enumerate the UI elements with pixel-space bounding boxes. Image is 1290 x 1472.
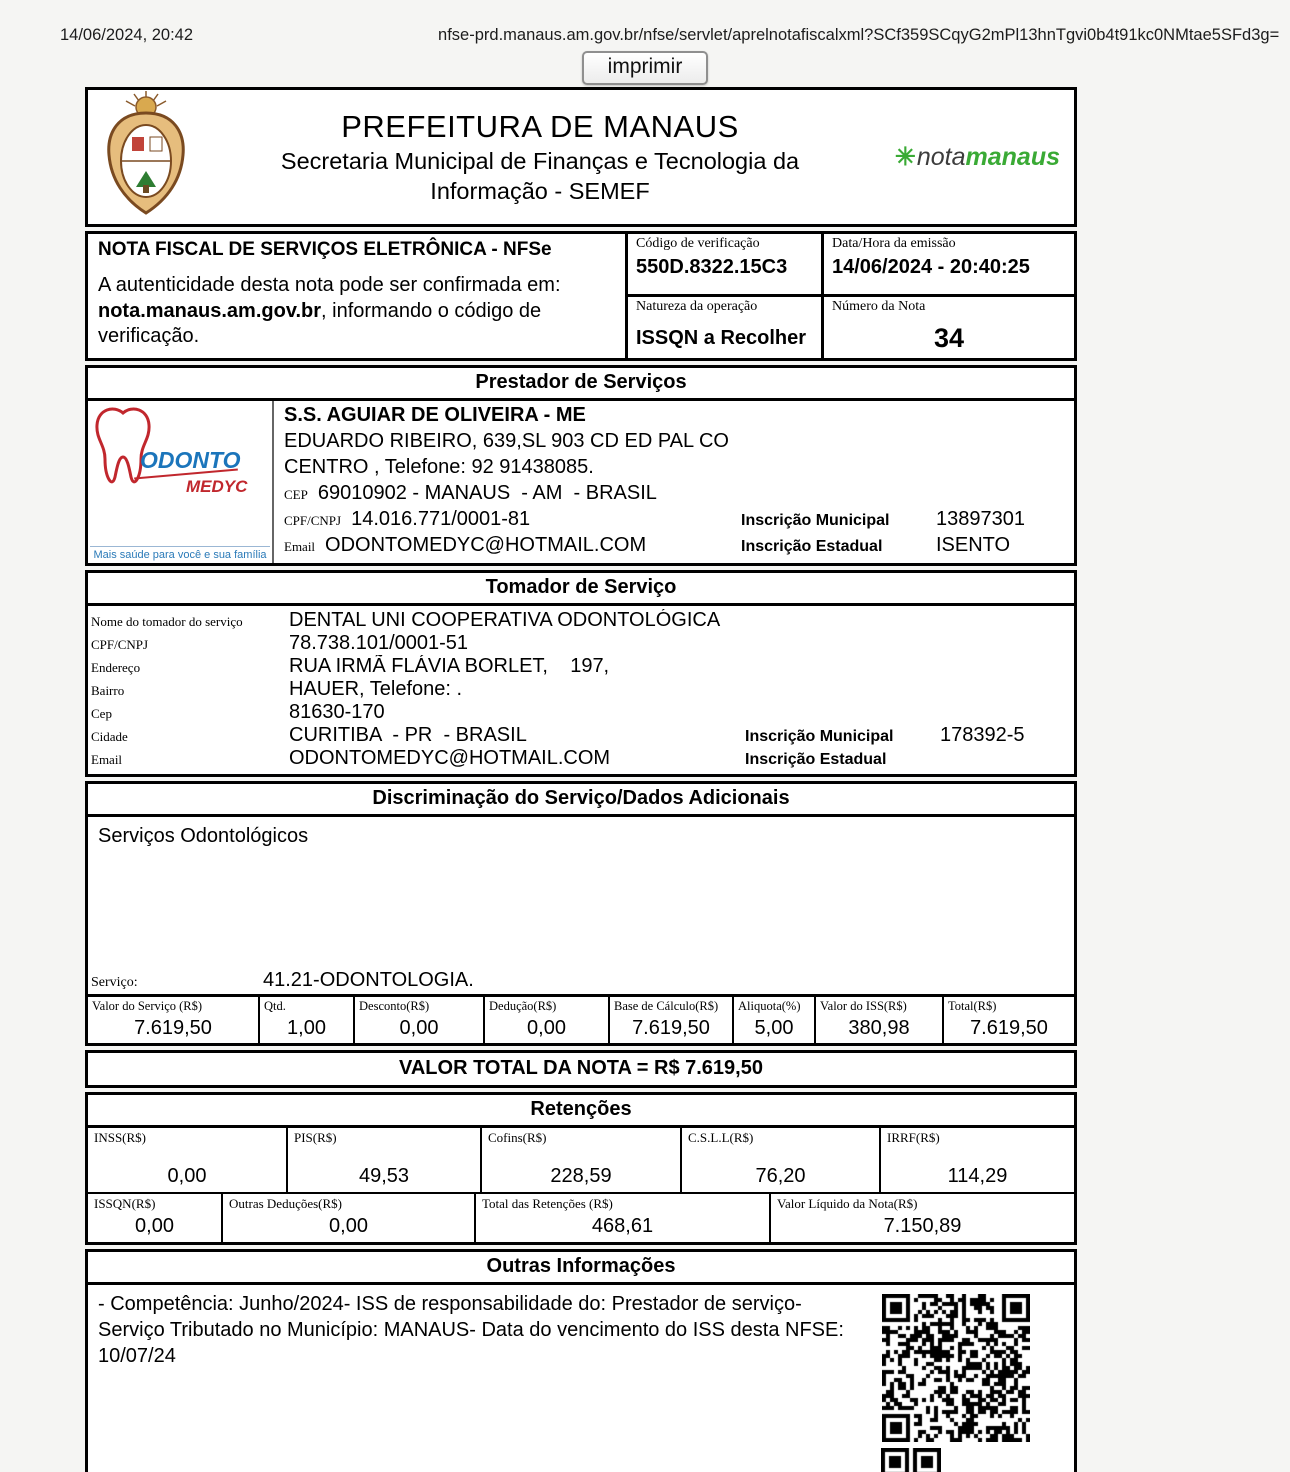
print-button-row bbox=[0, 51, 1290, 87]
verification-code-label: Código de verificação bbox=[636, 236, 760, 251]
csll-label: C.S.L.L(R$) bbox=[688, 1130, 754, 1145]
prestador-email-value: ODONTOMEDYC@HOTMAIL.COM bbox=[325, 534, 647, 556]
service-column bbox=[610, 997, 734, 1043]
notamanaus-logo bbox=[886, 142, 1064, 172]
service-column bbox=[734, 997, 816, 1043]
col-value-desconto: 0,00 bbox=[399, 1017, 439, 1039]
brand-manaus: manaus bbox=[965, 143, 1060, 171]
retencao-cell bbox=[88, 1128, 288, 1192]
retencao-cell bbox=[881, 1128, 1074, 1192]
service-column bbox=[816, 997, 944, 1043]
emission-datetime-value: 14/06/2024 - 20:40:25 bbox=[832, 256, 1030, 278]
authenticity-text bbox=[98, 273, 615, 350]
retencoes-section-title: Retenções bbox=[88, 1095, 1074, 1128]
retencao-cell bbox=[482, 1128, 682, 1192]
secretaria-subtitle-line1: Secretaria Municipal de Finanças e Tecnologia da bbox=[280, 148, 800, 174]
retencao-cell bbox=[288, 1128, 482, 1192]
prestador-ie-label: Inscrição Estadual bbox=[741, 538, 883, 555]
prestador-email-label: Email bbox=[284, 539, 316, 554]
service-code-label: Serviço: bbox=[91, 975, 138, 990]
retencoes-box bbox=[85, 1092, 1077, 1245]
retencao-cell bbox=[682, 1128, 881, 1192]
qr-code-fragment bbox=[881, 1448, 941, 1472]
prestador-name: S.S. AGUIAR DE OLIVEIRA - ME bbox=[284, 404, 586, 426]
col-value-base-calculo: 7.619,50 bbox=[632, 1017, 710, 1039]
prestador-section-title: Prestador de Serviços bbox=[88, 368, 1074, 401]
tomador-row-cnpj bbox=[88, 632, 1074, 655]
auth-text-2: , informando o código de verificação. bbox=[98, 299, 542, 348]
odonto-medyc-logo bbox=[88, 401, 274, 563]
tomador-email-label: Email bbox=[91, 752, 123, 767]
pis-label: PIS(R$) bbox=[294, 1130, 337, 1145]
tomador-box bbox=[85, 570, 1077, 777]
retencao-cell bbox=[223, 1194, 476, 1242]
operation-nature-value: ISSQN a Recolher bbox=[636, 327, 807, 349]
tomador-email-value: ODONTOMEDYC@HOTMAIL.COM bbox=[289, 747, 611, 769]
tomador-row-endereco bbox=[88, 655, 1074, 678]
tomador-endereco-value: RUA IRMÃ FLÁVIA BORLET, 197, bbox=[289, 655, 610, 677]
nfse-title: NOTA FISCAL DE SERVIÇOS ELETRÔNICA - NFSe bbox=[98, 239, 552, 260]
print-header bbox=[0, 0, 1290, 45]
prestador-cep-label: CEP bbox=[284, 487, 308, 502]
nfse-info-box bbox=[85, 231, 1077, 361]
col-header-aliquota: Aliquota(%) bbox=[738, 999, 801, 1013]
cofins-label: Cofins(R$) bbox=[488, 1130, 547, 1145]
col-value-valor-servico: 7.619,50 bbox=[134, 1017, 212, 1039]
operation-nature-cell bbox=[628, 294, 824, 358]
discriminacao-box bbox=[85, 781, 1077, 1046]
logo-medyc-text: MEDYC bbox=[186, 477, 248, 496]
print-datetime: 14/06/2024, 20:42 bbox=[60, 26, 194, 44]
tomador-bairro-label: Bairro bbox=[91, 683, 125, 698]
auth-site: nota.manaus.am.gov.br bbox=[98, 299, 322, 322]
issqn-label: ISSQN(R$) bbox=[94, 1196, 156, 1211]
prefeitura-title: PREFEITURA DE MANAUS bbox=[341, 109, 739, 144]
irrf-value: 114,29 bbox=[947, 1165, 1008, 1187]
cofins-value: 228,59 bbox=[550, 1165, 612, 1187]
tomador-row-nome bbox=[88, 609, 1074, 632]
pis-value: 49,53 bbox=[358, 1165, 410, 1187]
inss-value: 0,00 bbox=[167, 1165, 207, 1187]
tomador-cnpj-label: CPF/CNPJ bbox=[91, 637, 149, 652]
prestador-box bbox=[85, 365, 1077, 566]
prestador-ie-value: ISENTO bbox=[936, 534, 1011, 556]
tomador-im-label: Inscrição Municipal bbox=[745, 728, 894, 745]
prestador-cnpj-label: CPF/CNPJ bbox=[284, 513, 342, 528]
col-value-qtd: 1,00 bbox=[287, 1017, 326, 1039]
retencao-cell bbox=[476, 1194, 771, 1242]
tomador-row-bairro bbox=[88, 678, 1074, 701]
emission-datetime-cell bbox=[824, 234, 1074, 294]
service-column bbox=[355, 997, 485, 1043]
col-header-total: Total(R$) bbox=[948, 999, 997, 1013]
tomador-bairro-value: HAUER, Telefone: . bbox=[289, 678, 463, 700]
col-header-valor-servico: Valor do Serviço (R$) bbox=[92, 999, 203, 1013]
service-column bbox=[260, 997, 355, 1043]
secretaria-subtitle-line2: Informação - SEMEF bbox=[430, 178, 650, 204]
prestador-address-line1: EDUARDO RIBEIRO, 639,SL 903 CD ED PAL CO bbox=[284, 430, 729, 452]
col-value-total: 7.619,50 bbox=[970, 1017, 1048, 1039]
prestador-cnpj-value: 14.016.771/0001-81 bbox=[351, 508, 531, 530]
auth-text-1: A autenticidade desta nota pode ser confirmada em: bbox=[98, 274, 561, 296]
col-value-aliquota: 5,00 bbox=[754, 1017, 794, 1039]
print-button[interactable]: imprimir bbox=[582, 51, 709, 85]
verification-code-cell bbox=[628, 234, 824, 294]
tomador-row-cep bbox=[88, 701, 1074, 724]
csll-value: 76,20 bbox=[755, 1165, 806, 1187]
nfse-auth-block bbox=[88, 234, 628, 358]
header-titles bbox=[194, 109, 886, 205]
tomador-cnpj-value: 78.738.101/0001-51 bbox=[289, 632, 469, 654]
emission-datetime-label: Data/Hora da emissão bbox=[832, 236, 956, 251]
invoice-number-value: 34 bbox=[933, 323, 965, 353]
page-url: nfse-prd.manaus.am.gov.br/nfse/servlet/aprelnotafiscalxml?SCf359SCqyG2mPl13hnTgvi0b4t91kc0NMtae5SFd3g= bbox=[438, 26, 1280, 44]
prestador-cep-value: 69010902 - MANAUS - AM - BRASIL bbox=[317, 482, 657, 504]
outras-deducoes-label: Outras Deduções(R$) bbox=[229, 1196, 342, 1211]
brand-nota: nota bbox=[916, 143, 966, 171]
service-column bbox=[485, 997, 610, 1043]
tomador-cidade-label: Cidade bbox=[91, 729, 128, 744]
col-header-desconto: Desconto(R$) bbox=[359, 999, 430, 1013]
tomador-ie-label: Inscrição Estadual bbox=[745, 751, 887, 768]
total-retencoes-value: 468,61 bbox=[591, 1215, 654, 1237]
tomador-section-title: Tomador de Serviço bbox=[88, 573, 1074, 606]
retencoes-row-2 bbox=[88, 1192, 1074, 1242]
col-value-valor-iss: 380,98 bbox=[848, 1017, 910, 1039]
prestador-im-label: Inscrição Municipal bbox=[741, 512, 890, 529]
tomador-endereco-label: Endereço bbox=[91, 660, 141, 675]
retencoes-row-1 bbox=[88, 1128, 1074, 1192]
tomador-im-value: 178392-5 bbox=[940, 724, 1025, 746]
outras-text: - Competência: Junho/2024- ISS de responsabilidade do: Prestador de serviço- Serviço Tributado no Município: MANAUS- Data do vencimento do ISS desta NFSE: 10/07/24 bbox=[98, 1293, 844, 1367]
manaus-coat-of-arms bbox=[98, 89, 194, 226]
tomador-nome-label: Nome do tomador do serviço bbox=[91, 614, 243, 629]
valor-liquido-label: Valor Líquido da Nota(R$) bbox=[777, 1196, 918, 1211]
prestador-info bbox=[274, 401, 1074, 563]
tomador-cidade-value: CURITIBA - PR - BRASIL bbox=[289, 724, 527, 746]
logo-tagline: Mais saúde para você e sua família bbox=[90, 546, 270, 562]
logo-odonto-text: ODONTO bbox=[140, 447, 241, 473]
service-column bbox=[88, 997, 260, 1043]
valor-liquido-value: 7.150,89 bbox=[883, 1215, 962, 1237]
outras-section-title: Outras Informações bbox=[88, 1252, 1074, 1285]
retencao-cell bbox=[88, 1194, 223, 1242]
tomador-cep-value: 81630-170 bbox=[289, 701, 385, 723]
tomador-row-email bbox=[88, 747, 1074, 770]
invoice-number-cell bbox=[824, 294, 1074, 358]
prestador-im-value: 13897301 bbox=[936, 508, 1025, 530]
outras-informacoes-box bbox=[85, 1249, 1077, 1472]
col-value-deducao: 0,00 bbox=[527, 1017, 566, 1039]
issqn-value: 0,00 bbox=[135, 1215, 174, 1237]
invoice bbox=[85, 87, 1077, 1472]
qr-code bbox=[882, 1294, 1030, 1442]
retencao-cell bbox=[771, 1194, 1074, 1242]
inss-label: INSS(R$) bbox=[94, 1130, 147, 1145]
operation-nature-label: Natureza da operação bbox=[636, 299, 758, 314]
tomador-row-cidade bbox=[88, 724, 1074, 747]
tomador-cep-label: Cep bbox=[91, 706, 112, 721]
invoice-header bbox=[85, 87, 1077, 227]
service-values-table bbox=[88, 994, 1074, 1043]
service-code-value: 41.21-ODONTOLOGIA. bbox=[263, 969, 474, 991]
invoice-number-label: Número da Nota bbox=[832, 299, 926, 314]
col-header-deducao: Dedução(R$) bbox=[489, 999, 557, 1013]
outras-deducoes-value: 0,00 bbox=[329, 1215, 368, 1237]
service-column bbox=[944, 997, 1074, 1043]
prestador-address-line2: CENTRO , Telefone: 92 91438085. bbox=[284, 456, 594, 478]
service-code-row bbox=[88, 969, 1074, 994]
col-header-base-calculo: Base de Cálculo(R$) bbox=[614, 999, 719, 1013]
discriminacao-section-title: Discriminação do Serviço/Dados Adicionais bbox=[88, 784, 1074, 817]
irrf-label: IRRF(R$) bbox=[887, 1130, 940, 1145]
total-box: VALOR TOTAL DA NOTA = R$ 7.619,50 bbox=[85, 1050, 1077, 1088]
tomador-nome-value: DENTAL UNI COOPERATIVA ODONTOLÓGICA bbox=[289, 609, 721, 631]
col-header-valor-iss: Valor do ISS(R$) bbox=[820, 999, 907, 1013]
notamanaus-star-icon: ✳ bbox=[894, 143, 916, 171]
verification-code-value: 550D.8322.15C3 bbox=[636, 256, 788, 278]
total-retencoes-label: Total das Retenções (R$) bbox=[482, 1196, 613, 1211]
service-description: Serviços Odontológicos bbox=[98, 825, 309, 847]
col-header-qtd: Qtd. bbox=[264, 999, 286, 1013]
